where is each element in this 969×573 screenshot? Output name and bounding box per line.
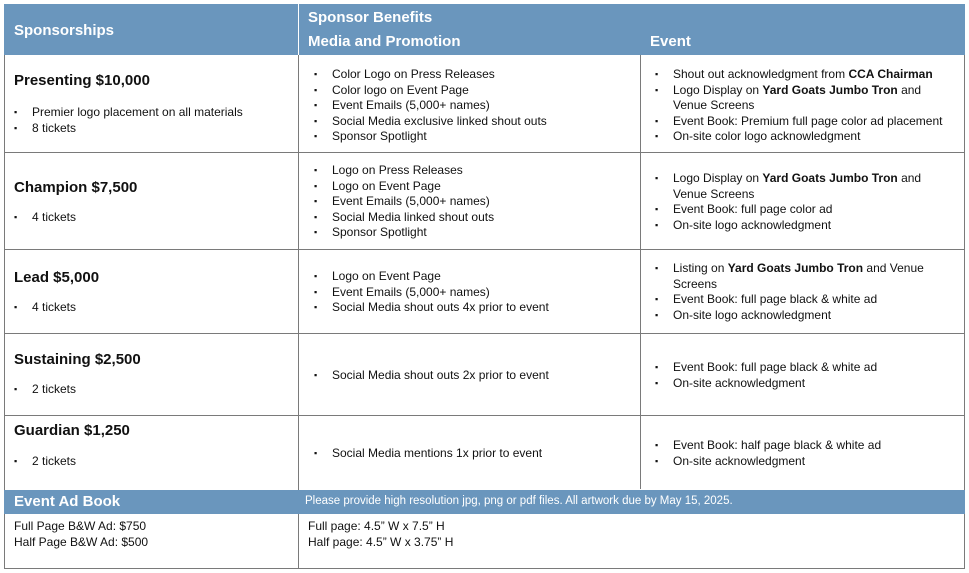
ad-book-note: Please provide high resolution jpg, png or pdf files. All artwork due by May 15, 2025.	[305, 495, 733, 507]
media-item: ▪ Logo on Event Page	[314, 179, 494, 195]
media-item: ▪ Event Emails (5,000+ names)	[314, 98, 547, 114]
tier-perks	[14, 300, 76, 316]
ad-price-item: Full Page B&W Ad: $750	[14, 519, 147, 533]
media-item: ▪ Social Media shout outs 4x prior to event	[314, 300, 549, 316]
media-item: ▪ Sponsor Spotlight	[314, 129, 547, 145]
tier-perks	[14, 382, 76, 398]
tier-name: Presenting $10,000	[14, 72, 150, 89]
tier-row-presenting	[4, 55, 965, 153]
event-item: ▪ Logo Display on Yard Goats Jumbo Tron and Venue Screens	[655, 83, 955, 114]
media-item: ▪ Logo on Press Releases	[314, 163, 494, 179]
header-divider	[298, 4, 299, 55]
media-item: ▪ Social Media shout outs 2x prior to event	[314, 368, 549, 384]
event-item: ▪ Logo Display on Yard Goats Jumbo Tron and Venue Screens	[655, 171, 955, 202]
tier-perks	[14, 105, 243, 136]
tier-name: Guardian $1,250	[14, 422, 130, 439]
tier-perks	[14, 454, 76, 470]
tier-name: Sustaining $2,500	[14, 351, 141, 368]
media-benefits	[314, 368, 549, 384]
event-benefits	[655, 67, 955, 145]
event-benefits	[655, 261, 955, 323]
media-benefits	[314, 163, 494, 241]
event-item: ▪ On-site color logo acknowledgment	[655, 129, 955, 145]
ad-prices	[14, 518, 148, 550]
media-item: ▪ Logo on Event Page	[314, 269, 549, 285]
event-item: ▪ Event Book: full page color ad	[655, 202, 955, 218]
tier-name: Lead $5,000	[14, 269, 100, 286]
ad-sizes	[308, 518, 453, 550]
event-item: ▪ Event Book: Premium full page color ad placement	[655, 114, 955, 130]
tier-row-guardian	[4, 416, 965, 489]
event-benefits	[655, 360, 955, 391]
event-item: ▪ Listing on Yard Goats Jumbo Tron and Venue Screens	[655, 261, 955, 292]
media-item: ▪ Event Emails (5,000+ names)	[314, 285, 549, 301]
ad-size-item: Half page: 4.5” W x 3.75” H	[308, 535, 454, 549]
perk-item: ▪ 2 tickets	[14, 382, 76, 398]
tier-row-lead	[4, 250, 965, 334]
media-item: ▪ Social Media linked shout outs	[314, 210, 494, 226]
event-item: ▪ On-site logo acknowledgment	[655, 308, 955, 324]
sponsorship-table	[4, 4, 965, 569]
event-benefits	[655, 438, 955, 469]
table-header	[4, 4, 965, 55]
tier-row-sustaining	[4, 334, 965, 416]
event-item: ▪ Shout out acknowledgment from CCA Chairman	[655, 67, 955, 83]
ad-price-item: Half Page B&W Ad: $500	[14, 535, 149, 549]
header-media-promotion: Media and Promotion	[308, 33, 461, 50]
event-item: ▪ On-site acknowledgment	[655, 454, 955, 470]
header-sponsorships: Sponsorships	[14, 22, 115, 39]
ad-book-title: Event Ad Book	[14, 493, 121, 510]
event-item: ▪ Event Book: half page black & white ad	[655, 438, 955, 454]
perk-item: ▪ 8 tickets	[14, 121, 243, 137]
header-event: Event	[650, 33, 691, 50]
event-item: ▪ On-site acknowledgment	[655, 376, 955, 392]
event-item: ▪ Event Book: full page black & white ad	[655, 292, 955, 308]
tier-row-champion	[4, 153, 965, 250]
media-item: ▪ Social Media exclusive linked shout outs	[314, 114, 547, 130]
media-item: ▪ Color logo on Event Page	[314, 83, 547, 99]
media-item: ▪ Sponsor Spotlight	[314, 225, 494, 241]
media-benefits	[314, 269, 549, 316]
ad-size-item: Full page: 4.5” W x 7.5” H	[308, 519, 445, 533]
media-benefits	[314, 67, 547, 145]
tier-name: Champion $7,500	[14, 179, 138, 196]
event-benefits	[655, 171, 955, 233]
tier-perks	[14, 210, 76, 226]
perk-item: ▪ Premier logo placement on all materials	[14, 105, 243, 121]
perk-item: ▪ 4 tickets	[14, 210, 76, 226]
ad-book-header	[4, 490, 965, 514]
perk-item: ▪ 4 tickets	[14, 300, 76, 316]
media-benefits	[314, 446, 542, 462]
perk-item: ▪ 2 tickets	[14, 454, 76, 470]
media-item: ▪ Color Logo on Press Releases	[314, 67, 547, 83]
event-item: ▪ Event Book: full page black & white ad	[655, 360, 955, 376]
media-item: ▪ Social Media mentions 1x prior to event	[314, 446, 542, 462]
event-item: ▪ On-site logo acknowledgment	[655, 218, 955, 234]
media-item: ▪ Event Emails (5,000+ names)	[314, 194, 494, 210]
header-sponsor-benefits: Sponsor Benefits	[308, 9, 433, 26]
bottom-border	[4, 568, 965, 569]
